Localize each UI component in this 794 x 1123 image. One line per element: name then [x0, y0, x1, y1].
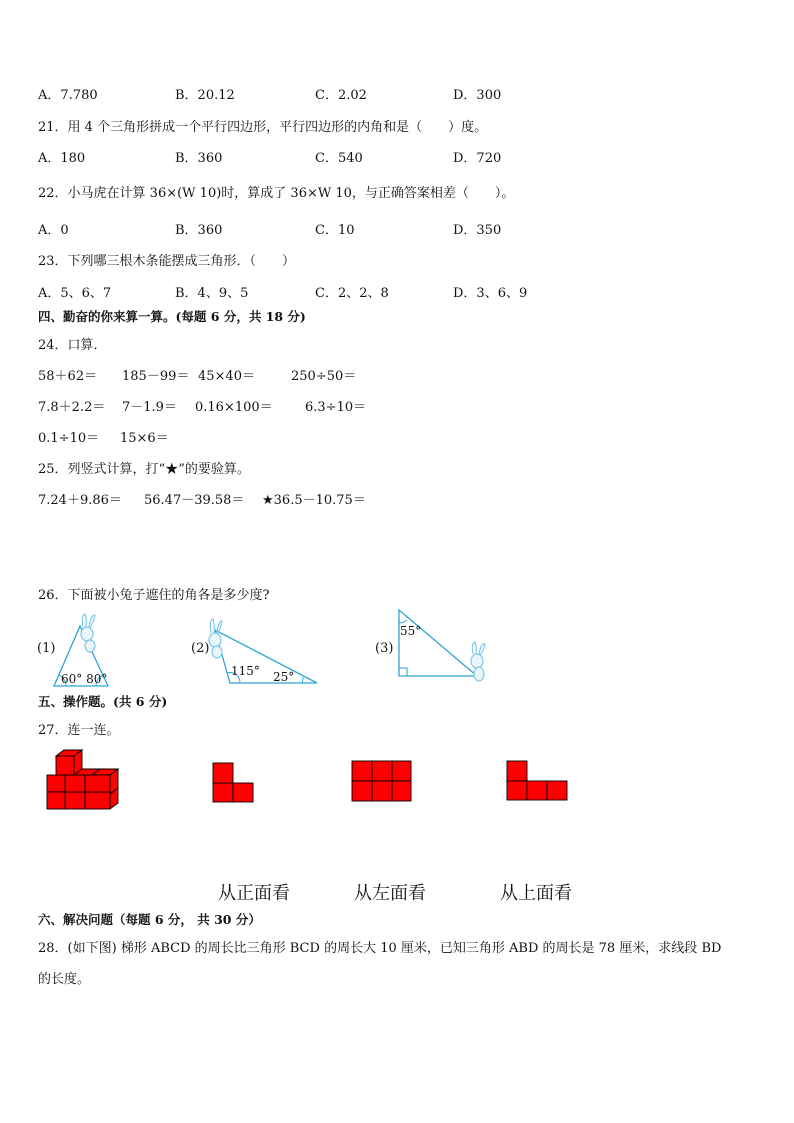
q25-item-1: 7.24＋9.86＝: [38, 493, 122, 508]
q23-text: 23．下列哪三根木条能摆成三角形．（ ）: [38, 254, 296, 269]
rabbit-icon: [81, 614, 95, 652]
q23-option-b: B．4、9、5: [175, 286, 249, 301]
q24-r2-c3: 0.16×100＝: [195, 400, 273, 415]
q23-option-a: A．5、6、7: [38, 286, 112, 301]
q21-option-b: B．360: [175, 151, 223, 166]
q26-fig2-angle-b: 25°: [273, 670, 295, 684]
q21-option-c: C．540: [315, 151, 363, 166]
q26-fig2-angle-a: 115°: [231, 664, 260, 678]
q28-line1: 28．(如下图) 梯形 ABCD 的周长比三角形 BCD 的周长大 10 厘米，已知三角形 ABD 的周长是 78 厘米，求线段 BD: [38, 941, 722, 956]
q26-fig1-angles: 60° 80°: [61, 672, 108, 686]
q24-r2-c4: 6.3÷10＝: [305, 400, 367, 415]
q21-text: 21．用 4 个三角形拼成一个平行四边形，平行四边形的内角和是（ ）度。: [38, 120, 488, 135]
q25-item-2: 56.47－39.58＝: [144, 493, 245, 508]
view-shape-l-small: [212, 762, 256, 804]
q23-option-c: C．2、2、8: [315, 286, 389, 301]
q24-r1-c2: 185－99＝: [122, 369, 190, 384]
q22-option-d: D．350: [453, 223, 502, 238]
q21-option-d: D．720: [453, 151, 502, 166]
q21-option-a: A．180: [38, 151, 86, 166]
q26-fig3-label: (3): [375, 641, 394, 656]
section6-title: 六、解决问题（每题 6 分， 共 30 分）: [38, 912, 261, 927]
q20-option-c: C．2.02: [315, 88, 367, 103]
q26-fig2-label: (2): [191, 641, 210, 656]
q25-text: 25．列竖式计算，打“★”的要验算。: [38, 462, 250, 477]
q24-r3-c2: 15×6＝: [120, 431, 169, 446]
q22-option-b: B．360: [175, 223, 223, 238]
q24-r1-c4: 250÷50＝: [291, 369, 357, 384]
q26-fig3-angle: 55°: [400, 624, 422, 638]
cube-stack-3d: [44, 750, 128, 812]
section5-title: 五、操作题。(共 6 分): [38, 694, 168, 709]
q22-text: 22．小马虎在计算 36×(W 10)时，算成了 36×W 10，与正确答案相差（ ）。: [38, 186, 515, 201]
q20-option-b: B．20.12: [175, 88, 235, 103]
view-label-left: 从左面看: [354, 883, 426, 904]
q24-r2-c1: 7.8＋2.2＝: [38, 400, 106, 415]
q24-r1-c1: 58＋62＝: [38, 369, 98, 384]
view-shape-grid: [351, 760, 413, 804]
rabbit-icon: [209, 619, 222, 658]
q27-text: 27．连一连。: [38, 723, 120, 738]
view-label-top: 从上面看: [500, 883, 572, 904]
view-label-front: 从正面看: [218, 883, 290, 904]
q26-fig1-label: (1): [37, 641, 56, 656]
q28-line2: 的长度。: [38, 972, 91, 987]
q24-r2-c2: 7－1.9＝: [122, 400, 177, 415]
q26-triangle-2: [200, 612, 325, 690]
q23-option-d: D．3、6、9: [453, 286, 528, 301]
section4-title: 四、勤奋的你来算一算。(每题 6 分，共 18 分): [38, 309, 306, 324]
q24-r1-c3: 45×40＝: [198, 369, 255, 384]
rabbit-icon: [471, 642, 485, 681]
q20-option-a: A．7.780: [38, 88, 98, 103]
q22-option-c: C．10: [315, 223, 355, 238]
view-shape-l-wide: [506, 760, 570, 802]
q24-text: 24．口算．: [38, 338, 107, 353]
q20-option-d: D．300: [453, 88, 502, 103]
q22-option-a: A．0: [38, 223, 69, 238]
q24-r3-c1: 0.1÷10＝: [38, 431, 100, 446]
q26-text: 26．下面被小兔子遮住的角各是多少度?: [38, 588, 270, 603]
q26-triangle-3: [395, 606, 495, 691]
q25-item-3: ★36.5－10.75＝: [262, 493, 366, 508]
